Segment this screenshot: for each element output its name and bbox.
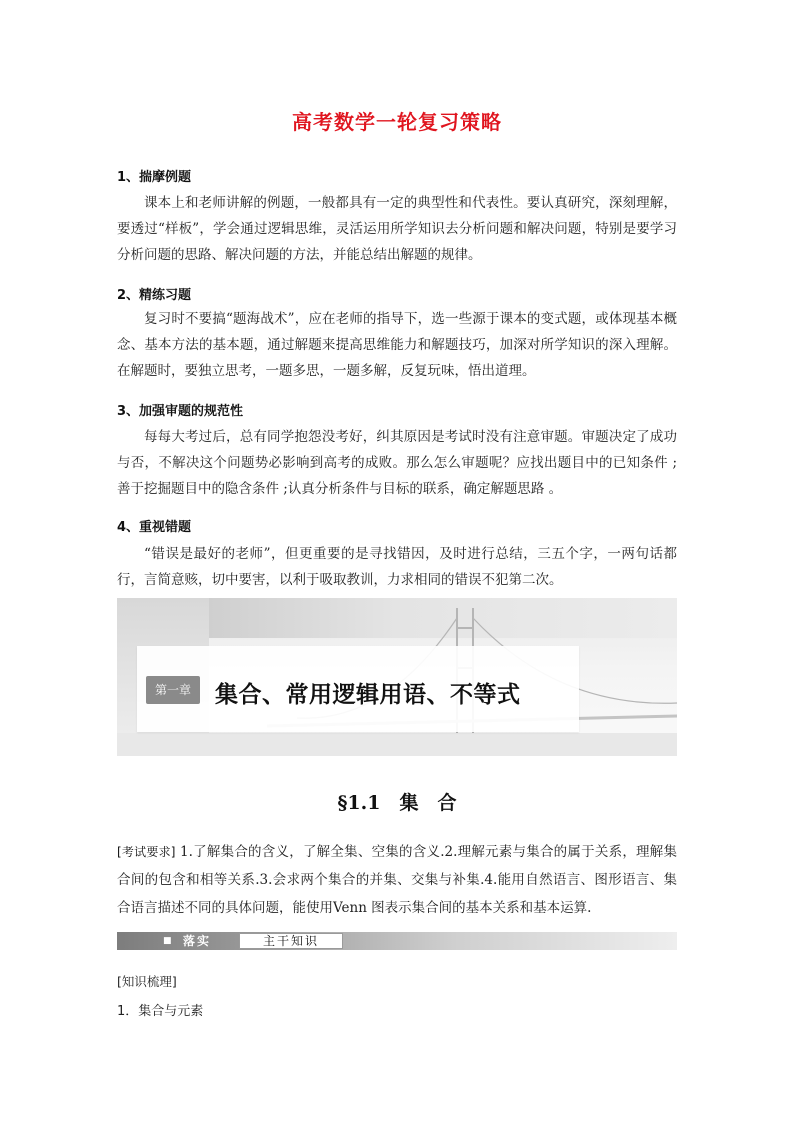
- bar-left-block: [117, 932, 237, 950]
- chapter-badge: 第一章: [146, 676, 200, 704]
- bar-right-label: 主干知识: [239, 933, 343, 949]
- chapter-title: 集合、常用逻辑用语、不等式: [215, 682, 521, 708]
- bar-left-label: 落实: [183, 934, 212, 948]
- section-bar: [117, 932, 677, 950]
- square-bullet-icon: ■: [163, 936, 172, 946]
- requirements-tag: [考试要求]: [117, 845, 176, 859]
- strategy-paragraph-3: 每每大考过后，总有同学抱怨没考好，纠其原因是考试时没有注意审题。审题决定了成功与否，不解决这个问题势必影响到高考的成败。那么怎么审题呢？应找出题目中的已知条件 ;善于挖掘题目中的隐含条件 ;认真分析条件与目标的联系，确定解题思路 。: [117, 429, 677, 497]
- strategy-paragraph-2: 复习时不要搞“题海战术”，应在老师的指导下，选一些源于课本的变式题，或体现基本概念、基本方法的基本题，通过解题来提高思维能力和解题技巧，加深对所学知识的深入理解。在解题时，要独立思考，一题多思，一题多解，反复玩味，悟出道理。: [117, 311, 677, 379]
- strategy-paragraph-4: “错误是最好的老师”，但更重要的是寻找错因，及时进行总结，三五个字，一两句话都行，言简意赅，切中要害，以利于吸取教训，力求相同的错误不犯第二次。: [117, 546, 677, 588]
- knowledge-tag: [知识梳理]: [117, 974, 177, 989]
- strategy-heading-3: 3、加强审题的规范性: [117, 404, 244, 419]
- list-item: 1．集合与元素: [117, 1004, 204, 1019]
- strategy-heading-4: 4、重视错题: [117, 520, 192, 535]
- requirements-text: 1.了解集合的含义，了解全集、空集的含义.2.理解元素与集合的属于关系，理解集合间的包含和相等关系.3.会求两个集合的并集、交集与补集.4.能用自然语言、图形语言、集合语言描述不同的具体问题，能使用Venn 图表示集合间的基本关系和基本运算.: [117, 844, 677, 916]
- section-title: §1.1 集 合: [337, 792, 457, 814]
- strategy-heading-1: 1、揣摩例题: [117, 170, 192, 185]
- exam-requirements: [117, 838, 677, 922]
- strategy-paragraph-1: 课本上和老师讲解的例题，一般都具有一定的典型性和代表性。要认真研究，深刻理解，要透过“样板”，学会通过逻辑思维，灵活运用所学知识去分析问题和解决问题，特别是要学习分析问题的思路、解决问题的方法，并能总结出解题的规律。: [117, 195, 677, 263]
- strategy-heading-2: 2、精练习题: [117, 288, 192, 303]
- document-title: 高考数学一轮复习策略: [292, 110, 502, 134]
